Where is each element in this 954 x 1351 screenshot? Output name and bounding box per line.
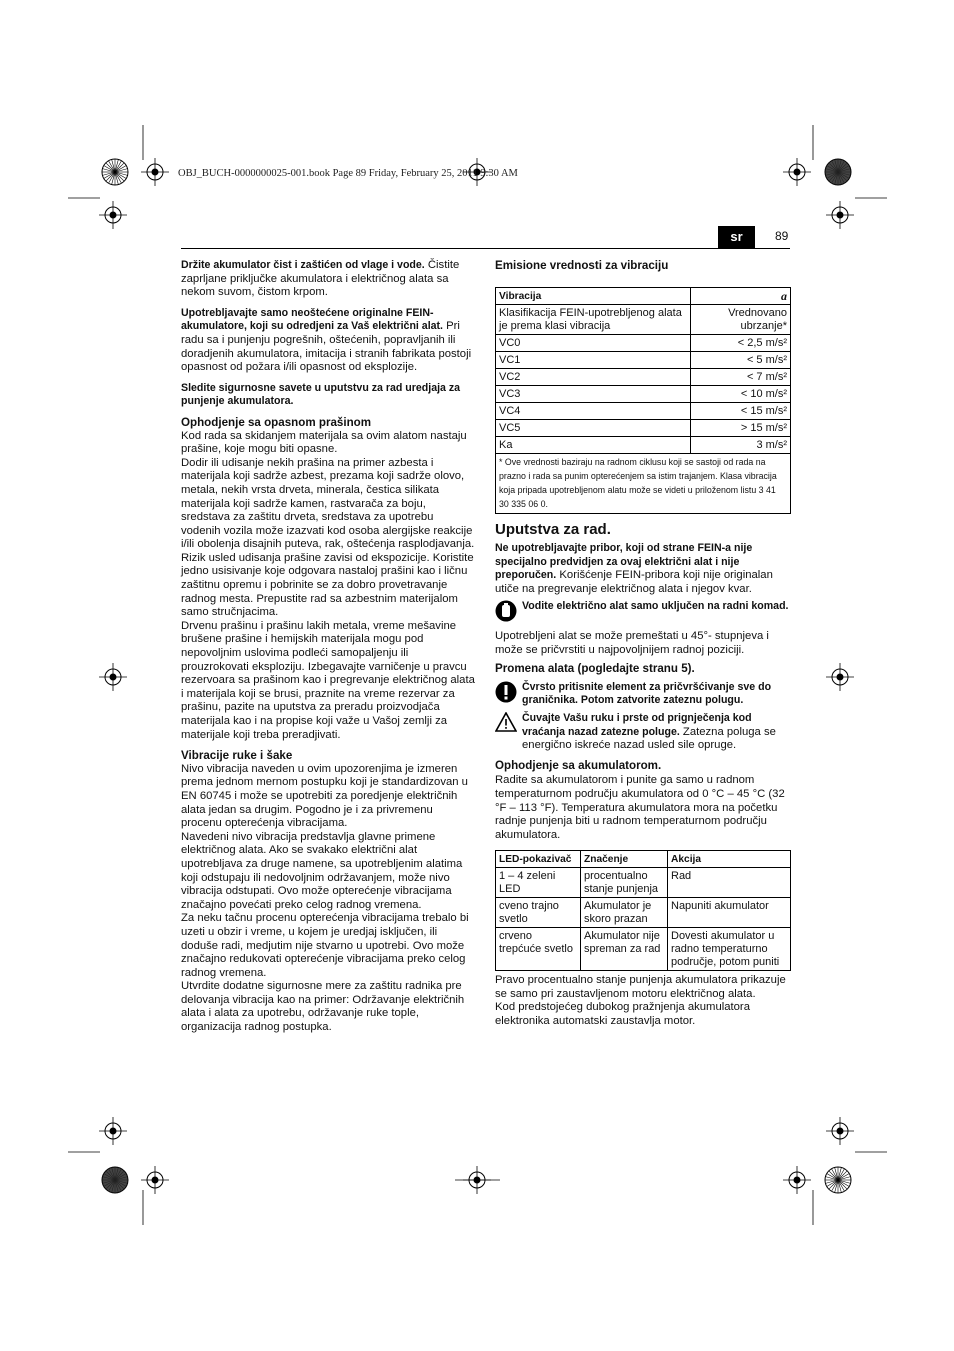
table-cell: VC2 xyxy=(496,368,691,385)
warning-triangle-icon xyxy=(495,712,517,737)
table-cell: < 15 m/s² xyxy=(691,402,791,419)
paragraph: Dodir ili udisanje nekih prašina na primer azbesta i materijala koji sadrže azbest, prezama koji sadrže olovo, metala, nekih vrsta drveta, minerala, čestica silikata materijala koji sadrže kamen, rastvarača za boju, sredstava za zaštitu drveta, sredstava za upotrebu vodenih vozila može izazvati kod osoba alergijske reakcije i/ili obolenja disajnih puteva, rak, oštećenja rasplodjavanja. Rizik usled udisanja prašine zavisi od ekspozicije. Koristite jedno usisivanje koje odgovara nastaloj prašini kao i ličnu zaštitnu opremu i pobrinite se za dobro provetravanje radnog mesta. Prepustite rad sa azbestnim materijalom samo stručnjacima. xyxy=(181,456,475,619)
warning-note xyxy=(495,600,791,627)
section-title: Uputstva za rad. xyxy=(495,521,611,539)
paragraph: Upotrebljavajte samo neoštećene originalne FEIN-akumulatore, koji su odredjeni za Vaš električni alat. Pri radu sa i punjenju pogrešnih, oštećenih, popravljanih ili doradjenih akumulatora, imitacija i stranih fabrikata postoji opasnost od požara i/ili opasnost od eksplozije. xyxy=(181,306,472,374)
paragraph: Utvrdite dodatne sigurnosne mere za zaštitu radnika pre delovanja vibracija kao na primer: Održavanje električnih alata i alata za upotrebu, održavanje ruke tople, organizacija radnog postupka. xyxy=(181,980,465,1034)
vibration-table xyxy=(495,287,791,454)
table-row xyxy=(496,928,791,971)
led-table xyxy=(495,850,791,971)
section-heading: Vibracije ruke i šake xyxy=(181,749,293,763)
table-row xyxy=(496,436,791,453)
table-cell: Napuniti akumulator xyxy=(668,898,791,928)
language-badge: sr xyxy=(718,226,755,248)
warning-text: Čuvajte Vašu ruku i prste od prignječenja kod vraćanja nazad zatezne poluge. Zatezna poluga se energično iskreće nazad usled sile opruge. xyxy=(522,711,776,752)
table-cell: Dovesti akumulator u radno temperaturno područje, potom puniti xyxy=(668,928,791,971)
table-cell: 3 m/s² xyxy=(691,436,791,453)
paragraph: Za neku tačnu procenu opterećenja vibracijama trebalo bi uzeti u obzir i vreme, u kojem je uredjaj isključen, ili doduše radi, medjutim nije stvarno u upotrebi. Ovo može značajno redukovati opterećenje vibracijama preko celog radnog vremena. xyxy=(181,912,469,979)
paragraph: Upotrebljeni alat se može premeštati u 45°- stupnjeva i može se pričvrstiti u najpovoljnijem radnoj poziciji. xyxy=(495,629,769,656)
table-header: Značenje xyxy=(581,851,668,868)
table-row xyxy=(496,898,791,928)
paragraph: Nivo vibracija naveden u ovim upozorenjima je izmeren prema jednom mernom postupku koji je standardizovan u EN 60745 i može se upotrebiti za poredjenje električnih alata jedan sa drugim. Pogodno je i za privremenu procenu opterećenja vibracijama. xyxy=(181,762,468,830)
warning-note xyxy=(495,712,791,753)
table-header: LED-pokazivač xyxy=(496,851,581,868)
table-cell: VC1 xyxy=(496,351,691,368)
table-cell: crveno trepćuće svetlo xyxy=(496,928,581,971)
table-cell: procentualno stanje punjenja xyxy=(581,868,668,898)
table-row xyxy=(496,304,791,334)
section-heading: Promena alata (pogledajte stranu 5). xyxy=(495,662,695,676)
table-cell: Rad xyxy=(668,868,791,898)
paragraph: Ne upotrebljavajte pribor, koji od strane FEIN-a nije specijalno predvidjen za ovaj električni alat i nije preporučen. Korišćenje FEIN-pribora koji nije originalan utiče na pregrevanje električnog alata i njegov kvar. xyxy=(495,542,773,595)
paragraph: Pravo procentualno stanje punjenja akumulatora prikazuje se samo pri zaustavljenom motoru električnog alata. xyxy=(495,974,786,1000)
paragraph: Kod predstojećeg dubokog pražnjenja akumulatora elektronika automatski zaustavlja motor. xyxy=(495,1001,750,1028)
table-cell: Vrednovano ubrzanje* xyxy=(691,304,791,334)
left-column xyxy=(181,259,475,1035)
section-heading: Emisione vrednosti za vibraciju xyxy=(495,259,669,272)
paragraph: Navedeni nivo vibracija predstavlja glavne primene električnog alata. Ako se svakako električni alat upotrebljava za druge namene, sa upotrebljenim alatima koji odstupaju ili nedovoljnim održavanjem, može nivo vibracija odstupati. Ovo može opterećenje vibracijama značajno povećati preko celog radnog vremena. xyxy=(181,830,463,911)
paragraph: Držite akumulator čist i zaštićen od vlage i vode. Čistite zaprljane priključke akumulatora i električnog alata sa nekom suvom, čistom krpom. xyxy=(181,259,460,299)
table-row xyxy=(496,351,791,368)
table-cell: VC5 xyxy=(496,419,691,436)
paragraph: Radite sa akumulatorom i punite ga samo u radnom temperaturnom području akumulatora od 0 °C – 45 °C (32 °F – 113 °F). Temperatura akumulatora mora na početku radnje punjenja biti u radnom temperaturnom području akumulatora. xyxy=(495,774,785,841)
exclamation-mandatory-icon xyxy=(495,681,517,708)
table-header: Akcija xyxy=(668,851,791,868)
warning-text: Vodite električno alat samo uključen na radni komad. xyxy=(522,600,789,613)
table-cell: VC0 xyxy=(496,334,691,351)
table-cell: Klasifikacija FEIN-upotrebljenog alata je prema klasi vibracija xyxy=(496,304,691,334)
table-row xyxy=(496,419,791,436)
table-header: Vibracija xyxy=(496,287,691,304)
page-number: 89 xyxy=(775,229,789,243)
table-row xyxy=(496,368,791,385)
warning-note xyxy=(495,681,791,708)
table-row xyxy=(496,385,791,402)
warning-text: Čvrsto pritisnite element za pričvršćivanje sve do graničnika. Potom zatvorite zateznu polugu. xyxy=(522,680,772,707)
paragraph: Kod rada sa skidanjem materijala sa ovim alatom nastaju prašine, koje mogu biti opasne. xyxy=(181,429,467,456)
table-row xyxy=(496,402,791,419)
table-cell: < 5 m/s² xyxy=(691,351,791,368)
paragraph: Sledite sigurnosne savete u uputstvu za rad uredjaja za punjenje akumulatora. xyxy=(181,381,461,408)
table-cell: > 15 m/s² xyxy=(691,419,791,436)
table-cell: Akumulator nije spreman za rad xyxy=(581,928,668,971)
right-column xyxy=(495,259,791,1029)
table-row xyxy=(496,334,791,351)
table-cell: < 10 m/s² xyxy=(691,385,791,402)
section-heading: Ophodjenje sa opasnom prašinom xyxy=(181,415,372,429)
hand-tool-mandatory-icon xyxy=(495,600,517,627)
section-heading: Ophodjenje sa akumulatorom. xyxy=(495,758,662,772)
table-row xyxy=(496,868,791,898)
table-footnote: * Ove vrednosti baziraju na radnom ciklusu koji se sastoji od rada na prazno i rada sa punim opterećenjem sa istim trajanjem. Klasa vibracija koja pripada upotrebljenom alatu može se videti u priloženom listu 3 41 30 335 06 0. xyxy=(495,454,791,515)
table-cell: Akumulator je skoro prazan xyxy=(581,898,668,928)
book-file-header: OBJ_BUCH-0000000025-001.book Page 89 Friday, February 25, 2011 9:30 AM xyxy=(178,168,518,179)
table-cell: < 2,5 m/s² xyxy=(691,334,791,351)
table-header: a xyxy=(691,287,791,304)
table-cell: cveno trajno svetlo xyxy=(496,898,581,928)
header-rule xyxy=(181,248,790,249)
table-cell: Ka xyxy=(496,436,691,453)
table-cell: 1 – 4 zeleni LED xyxy=(496,868,581,898)
paragraph: Drvenu prašinu i prašinu lakih metala, vreme mešavine brušene prašine i hemijskih materijala mogu pod nepovoljnim uslovima podleći samopaljenju ili prouzrokovati eksploziju. Izbegavajte varničenje u pravcu rezervoara sa prašinom kao i pregrevanje električnog alata i materijala koji se brusi, praznite na vreme rezervar za prašinu, pazite na uputstva za preradu proizvodjača materijala kao i na propise koji važe u Vašoj zemlji za materijale koji treba preradjivati. xyxy=(181,619,475,741)
table-cell: VC3 xyxy=(496,385,691,402)
table-cell: < 7 m/s² xyxy=(691,368,791,385)
table-cell: VC4 xyxy=(496,402,691,419)
